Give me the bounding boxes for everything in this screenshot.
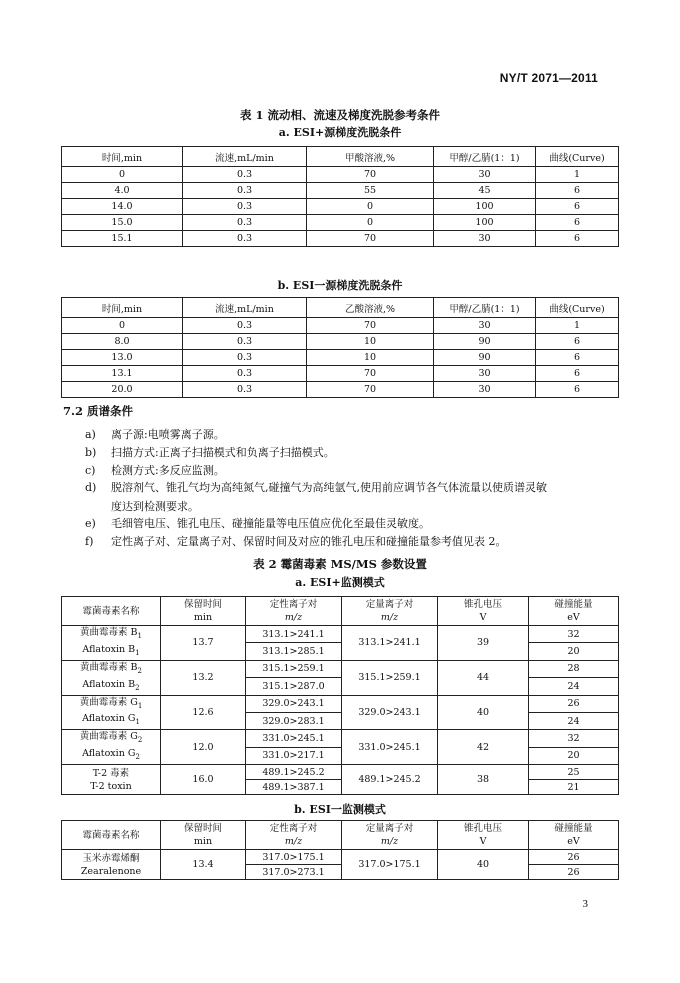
toxin-name-cn: 黄曲霉毒素 $B_1$ (80, 627, 142, 640)
quantitative-ion-cell: 329.0>243.1 (342, 695, 438, 730)
table-cell: 70 (307, 231, 434, 247)
table-cell: 0 (307, 215, 434, 231)
table-row (62, 730, 619, 747)
header-label: 保留时间 (183, 823, 222, 834)
collision-energy-cell: 20 (529, 747, 619, 764)
column-header (246, 597, 342, 626)
table-cell: 0 (307, 199, 434, 215)
list-item-continuation: 度达到检测要求。 (111, 500, 199, 513)
table2-title: 表 2 霉菌毒素 MS/MS 参数设置 (253, 557, 427, 571)
toxin-name-cell (62, 626, 161, 661)
list-item (85, 516, 430, 532)
table-cell: 6 (536, 334, 619, 350)
qualitative-ion-cell: 329.0>243.1 (246, 695, 342, 712)
retention-time-cell: 16.0 (161, 765, 246, 795)
header-unit: eV (567, 836, 580, 847)
table-cell: 0.3 (183, 382, 307, 398)
header-label: 定量离子对 (365, 823, 414, 834)
cone-voltage-cell: 38 (438, 765, 529, 795)
list-item-label: f) (85, 535, 94, 548)
header-label: 霉菌毒素名称 (82, 605, 140, 617)
column-header: 流速,mL/min (183, 298, 307, 318)
table-cell: 6 (536, 215, 619, 231)
collision-energy-cell: 32 (529, 626, 619, 643)
table-cell: 0 (62, 167, 183, 183)
list-item-label: e) (85, 517, 96, 530)
toxin-name-en: Aflatoxin $G_1$ (82, 713, 140, 727)
list-item-label: b) (85, 446, 97, 459)
collision-energy-cell: 24 (529, 678, 619, 695)
qualitative-ion-cell: 331.0>217.1 (246, 747, 342, 764)
column-header (529, 821, 619, 850)
qualitative-ion-cell: 313.1>241.1 (246, 626, 342, 643)
cone-voltage-cell: 40 (438, 695, 529, 730)
collision-energy-cell: 21 (529, 780, 619, 795)
column-header (246, 821, 342, 850)
header-label: 定量离子对 (365, 599, 414, 610)
quantitative-ion-cell: 489.1>245.2 (342, 765, 438, 795)
list-item-text: 离子源:电喷雾离子源。 (111, 428, 225, 441)
column-header: 时间,min (62, 298, 183, 318)
table-row (62, 199, 619, 215)
cone-voltage-cell: 39 (438, 626, 529, 661)
table-cell: 6 (536, 382, 619, 398)
toxin-name-en: Aflatoxin $G_2$ (82, 748, 140, 762)
header-label: 碰撞能量 (554, 599, 593, 610)
table-row (62, 167, 619, 183)
table-row (62, 183, 619, 199)
header-unit: m/z (380, 836, 399, 847)
table1a-subtitle: a. ESI+源梯度洗脱条件 (278, 126, 402, 139)
table-header-row (62, 597, 619, 626)
list-item-label: d) (85, 481, 97, 494)
table-cell: 0.3 (183, 215, 307, 231)
quantitative-ion-cell: 313.1>241.1 (342, 626, 438, 661)
table-esi-positive-gradient (61, 146, 619, 247)
table-cell: 30 (434, 231, 536, 247)
table-cell: 70 (307, 167, 434, 183)
retention-time-cell: 12.6 (161, 695, 246, 730)
table-row (62, 626, 619, 643)
list-item (85, 427, 225, 443)
table-header-row (62, 821, 619, 850)
retention-time-cell: 13.2 (161, 660, 246, 695)
table-cell: 0.3 (183, 318, 307, 334)
column-header (62, 821, 161, 850)
column-header (529, 597, 619, 626)
page-number: 3 (582, 898, 588, 910)
table-row (62, 850, 619, 865)
collision-energy-cell: 24 (529, 712, 619, 729)
column-header: 甲醇/乙腈(1：1) (434, 147, 536, 167)
table-cell: 0.3 (183, 231, 307, 247)
toxin-name-cell (62, 765, 161, 795)
table-row (62, 215, 619, 231)
column-header (438, 597, 529, 626)
header-label: 锥孔电压 (463, 823, 502, 834)
header-unit: m/z (380, 612, 399, 623)
toxin-name-en: Zearalenone (80, 865, 142, 877)
column-header: 甲酸溶液,% (307, 147, 434, 167)
header-label: 锥孔电压 (463, 599, 502, 610)
table-cell: 30 (434, 366, 536, 382)
table-cell: 70 (307, 366, 434, 382)
qualitative-ion-cell: 489.1>245.2 (246, 765, 342, 780)
table-cell: 6 (536, 350, 619, 366)
section-title: 7.2 质谱条件 (63, 404, 134, 418)
table-cell: 30 (434, 318, 536, 334)
quantitative-ion-cell: 317.0>175.1 (342, 850, 438, 880)
table-cell: 45 (434, 183, 536, 199)
toxin-name-en: Aflatoxin $B_2$ (82, 678, 140, 692)
table-row (62, 366, 619, 382)
table-row (62, 695, 619, 712)
table-cell: 6 (536, 231, 619, 247)
table-cell: 10 (307, 350, 434, 366)
toxin-name-cell (62, 695, 161, 730)
qualitative-ion-cell: 317.0>273.1 (246, 865, 342, 880)
table-cell: 90 (434, 334, 536, 350)
list-item-label: a) (85, 428, 96, 441)
table-cell: 100 (434, 215, 536, 231)
column-header: 时间,min (62, 147, 183, 167)
table-cell: 100 (434, 199, 536, 215)
toxin-name-en: Aflatoxin $B_1$ (82, 643, 140, 657)
table2b-subtitle: b. ESI一监测模式 (294, 803, 386, 816)
qualitative-ion-cell: 317.0>175.1 (246, 850, 342, 865)
table-row (62, 660, 619, 677)
collision-energy-cell: 32 (529, 730, 619, 747)
table-cell: 0.3 (183, 366, 307, 382)
header-label: 定性离子对 (269, 823, 318, 834)
table-cell: 0 (62, 318, 183, 334)
table-cell: 10 (307, 334, 434, 350)
table2a-subtitle: a. ESI+监测模式 (295, 576, 385, 589)
column-header (438, 821, 529, 850)
table-cell: 90 (434, 350, 536, 366)
toxin-name-cell (62, 660, 161, 695)
qualitative-ion-cell: 315.1>259.1 (246, 660, 342, 677)
subscript: 2 (137, 666, 142, 675)
subscript: 2 (135, 753, 140, 762)
retention-time-cell: 12.0 (161, 730, 246, 765)
table-cell: 70 (307, 318, 434, 334)
table-cell: 0.3 (183, 334, 307, 350)
header-label: 定性离子对 (269, 599, 318, 610)
list-item (85, 534, 507, 550)
table-row (62, 231, 619, 247)
collision-energy-cell: 25 (529, 765, 619, 780)
column-header: 流速,mL/min (183, 147, 307, 167)
toxin-name-cell (62, 730, 161, 765)
table-cell: 13.1 (62, 366, 183, 382)
table-cell: 14.0 (62, 199, 183, 215)
table-esi-negative-gradient (61, 297, 619, 398)
table-cell: 20.0 (62, 382, 183, 398)
qualitative-ion-cell: 329.0>283.1 (246, 712, 342, 729)
table-header-row (62, 147, 619, 167)
toxin-name-cn: T-2 毒素 (92, 767, 130, 779)
table-row (62, 334, 619, 350)
subscript: 1 (137, 701, 143, 710)
column-header (62, 597, 161, 626)
toxin-name-cn: 玉米赤霉烯酮 (82, 852, 140, 864)
table-cell: 30 (434, 382, 536, 398)
table-cell: 6 (536, 183, 619, 199)
column-header: 曲线(Curve) (536, 298, 619, 318)
table-row (62, 318, 619, 334)
header-unit: min (193, 612, 213, 623)
column-header: 乙酸溶液,% (307, 298, 434, 318)
header-label: 霉菌毒素名称 (82, 829, 140, 841)
collision-energy-cell: 26 (529, 695, 619, 712)
column-header (342, 821, 438, 850)
list-item-text: 定性离子对、定量离子对、保留时间及对应的锥孔电压和碰撞能量参考值见表 2。 (111, 535, 507, 548)
column-header (342, 597, 438, 626)
header-unit: V (479, 836, 487, 847)
table-cell: 0.3 (183, 183, 307, 199)
table-row (62, 765, 619, 780)
list-item-text: 毛细管电压、锥孔电压、碰撞能量等电压值应优化至最佳灵敏度。 (111, 517, 430, 530)
subscript: 1 (137, 631, 142, 640)
subscript: 1 (135, 648, 140, 657)
table-cell: 13.0 (62, 350, 183, 366)
list-item-text: 脱溶剂气、锥孔气均为高纯氮气,碰撞气为高纯氩气,使用前应调节各气体流量以使质谱灵敏 (111, 481, 547, 494)
quantitative-ion-cell: 315.1>259.1 (342, 660, 438, 695)
cone-voltage-cell: 42 (438, 730, 529, 765)
list-item-text: 检测方式:多反应监测。 (111, 464, 225, 477)
table-mycotoxin-esi-negative (61, 820, 619, 880)
list-item (85, 480, 547, 496)
table-cell: 15.1 (62, 231, 183, 247)
table-cell: 1 (536, 318, 619, 334)
header-unit: eV (567, 612, 580, 623)
list-item-text: 扫描方式:正离子扫描模式和负离子扫描模式。 (111, 446, 335, 459)
table-cell: 6 (536, 199, 619, 215)
qualitative-ion-cell: 489.1>387.1 (246, 780, 342, 795)
subscript: 2 (137, 736, 143, 745)
toxin-name-cn: 黄曲霉毒素 $G_2$ (79, 731, 143, 745)
table-cell: 8.0 (62, 334, 183, 350)
collision-energy-cell: 28 (529, 660, 619, 677)
table-cell: 15.0 (62, 215, 183, 231)
retention-time-cell: 13.7 (161, 626, 246, 661)
list-item-label: c) (85, 464, 96, 477)
table-cell: 0.3 (183, 199, 307, 215)
cone-voltage-cell: 40 (438, 850, 529, 880)
column-header: 甲醇/乙腈(1：1) (434, 298, 536, 318)
table-cell: 0.3 (183, 167, 307, 183)
table-cell: 55 (307, 183, 434, 199)
cone-voltage-cell: 44 (438, 660, 529, 695)
table-cell: 70 (307, 382, 434, 398)
retention-time-cell: 13.4 (161, 850, 246, 880)
qualitative-ion-cell: 313.1>285.1 (246, 643, 342, 660)
table-cell: 30 (434, 167, 536, 183)
toxin-name-cn: 黄曲霉毒素 $B_2$ (80, 661, 142, 675)
quantitative-ion-cell: 331.0>245.1 (342, 730, 438, 765)
table1b-subtitle: b. ESI一源梯度洗脱条件 (277, 279, 403, 292)
collision-energy-cell: 26 (529, 850, 619, 865)
table-mycotoxin-esi-positive (61, 596, 619, 795)
toxin-name-en: T-2 toxin (90, 780, 132, 792)
header-unit: min (193, 836, 213, 847)
column-header (161, 821, 246, 850)
header-unit: V (479, 612, 487, 623)
table-row (62, 382, 619, 398)
toxin-name-cn: 黄曲霉毒素 $G_1$ (79, 696, 143, 710)
table-row (62, 350, 619, 366)
collision-energy-cell: 26 (529, 865, 619, 880)
table-cell: 0.3 (183, 350, 307, 366)
column-header (161, 597, 246, 626)
list-item (85, 445, 335, 461)
subscript: 1 (135, 718, 140, 727)
qualitative-ion-cell: 331.0>245.1 (246, 730, 342, 747)
standard-code: NY/T 2071—2011 (499, 71, 598, 85)
header-unit: m/z (284, 836, 303, 847)
column-header: 曲线(Curve) (536, 147, 619, 167)
header-label: 碰撞能量 (554, 823, 593, 834)
qualitative-ion-cell: 315.1>287.0 (246, 678, 342, 695)
table-cell: 4.0 (62, 183, 183, 199)
subscript: 2 (135, 683, 140, 692)
table1-title: 表 1 流动相、流速及梯度洗脱参考条件 (239, 108, 440, 122)
list-item (85, 463, 225, 479)
table-header-row (62, 298, 619, 318)
table-cell: 6 (536, 366, 619, 382)
table-cell: 1 (536, 167, 619, 183)
toxin-name-cell (62, 850, 161, 880)
collision-energy-cell: 20 (529, 643, 619, 660)
header-unit: m/z (284, 612, 303, 623)
header-label: 保留时间 (183, 599, 222, 610)
